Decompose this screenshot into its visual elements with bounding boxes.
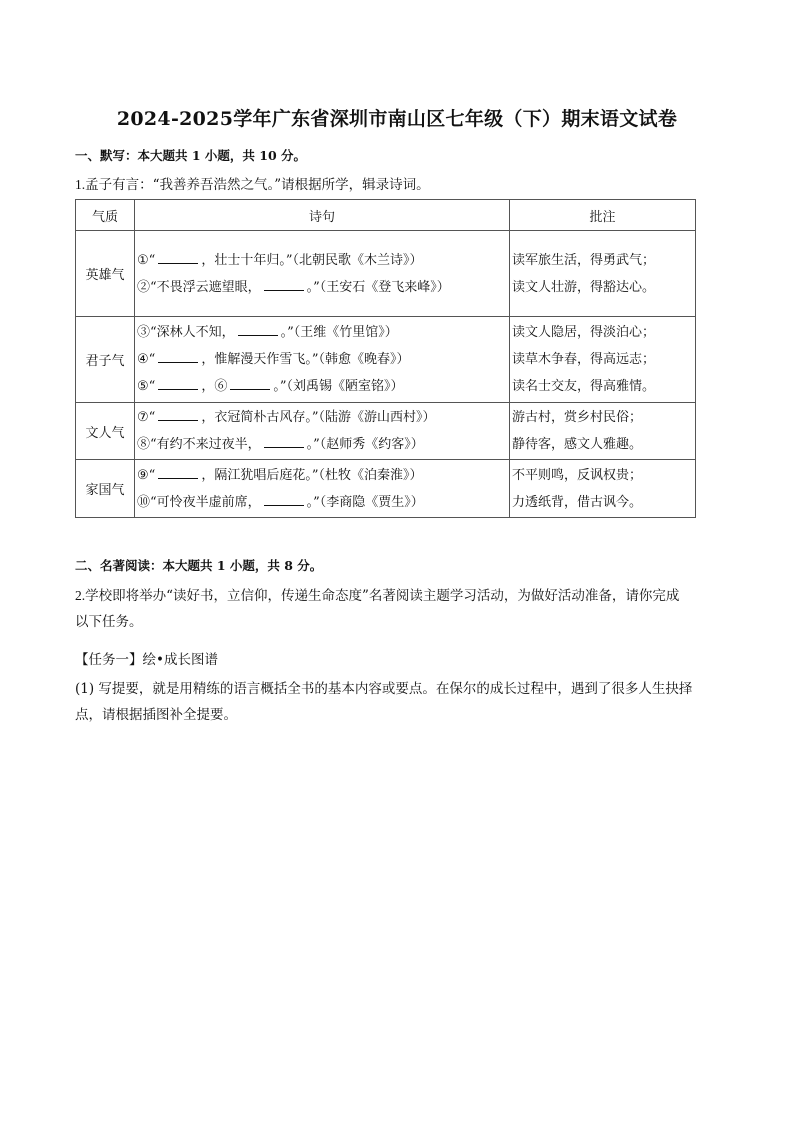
poem-line: ⑤“ ，⑥ 。”（刘禹锡《陋室铭》）: [137, 379, 404, 394]
notes-cell: [510, 460, 696, 518]
answer-blank[interactable]: [238, 323, 278, 336]
table-row: [76, 460, 696, 518]
page-title: 2024-2025学年广东省深圳市南山区七年级（下）期末语文试卷: [116, 108, 678, 130]
sub-question-line: 点，请根据插图补全提要。: [75, 707, 237, 723]
task-heading: 【任务一】绘•成长图谱: [75, 652, 218, 668]
answer-blank[interactable]: [158, 377, 198, 390]
category-cell: 家国气: [76, 460, 135, 518]
section-heading-2: 二、名著阅读：本大题共 1 小题，共 8 分。: [75, 558, 323, 573]
question-text-line: 以下任务。: [75, 614, 143, 630]
category-cell: 君子气: [76, 317, 135, 403]
poem-line: ③“深林人不知， 。”（王维《竹里馆》）: [137, 325, 398, 340]
note-line: 力透纸背，借古讽今。: [512, 494, 643, 510]
question-text: 孟子有言：“我善养吾浩然之气。”请根据所学，辑录诗词。: [85, 177, 430, 193]
header-cell: 气质: [76, 200, 135, 231]
poem-line: ①“ ，壮士十年归。”（北朝民歌《木兰诗》）: [137, 252, 423, 268]
note-line: 读军旅生活，得勇武气；: [512, 252, 656, 268]
category-cell: 文人气: [76, 403, 135, 460]
category-cell: 英雄气: [76, 231, 135, 317]
note-line: 游古村，赏乡村民俗；: [512, 410, 643, 425]
header-cell: 批注: [510, 200, 696, 231]
answer-blank[interactable]: [264, 278, 304, 291]
table-row: [76, 403, 696, 460]
sub-question-line: (1) 写提要，就是用精练的语言概括全书的基本内容或要点。在保尔的成长过程中，遇到了很多人生抉择: [75, 681, 693, 697]
poem-lines-cell: [135, 460, 510, 518]
section-heading-1: 一、默写：本大题共 1 小题，共 10 分。: [75, 148, 307, 163]
question-text-line: 2.学校即将举办“读好书，立信仰，传递生命态度”名著阅读主题学习活动，为做好活动准备，请你完成: [75, 588, 680, 604]
question-1: [75, 172, 430, 198]
poem-lines-cell: [135, 317, 510, 403]
notes-cell: [510, 403, 696, 460]
answer-blank[interactable]: [158, 408, 198, 421]
note-line: 静待客，感文人雅趣。: [512, 437, 643, 452]
table-row: [76, 231, 696, 317]
poem-line: ⑦“ ，衣冠简朴古风存。”（陆游《游山西村》）: [137, 410, 436, 425]
poem-line: ⑧“有约不来过夜半， 。”（赵师秀《约客》）: [137, 437, 424, 452]
note-line: 读文人隐居，得淡泊心；: [512, 325, 656, 340]
poem-lines-cell: [135, 403, 510, 460]
question-number: 2.: [75, 588, 86, 603]
answer-blank[interactable]: [158, 466, 198, 479]
question-number: 1.: [75, 177, 86, 192]
poem-line: ②“不畏浮云遮望眼， 。”（王安石《登飞来峰》）: [137, 279, 450, 295]
poem-line: ⑨“ ，隔江犹唱后庭花。”（杜牧《泊秦淮》）: [137, 467, 423, 483]
notes-cell: [510, 317, 696, 403]
table-header-row: [76, 200, 696, 231]
poem-lines-cell: [135, 231, 510, 317]
answer-blank[interactable]: [158, 350, 198, 363]
table-row: [76, 317, 696, 403]
poem-table: [75, 199, 696, 518]
header-cell: 诗句: [135, 200, 510, 231]
question-2: [75, 583, 679, 635]
note-line: 读草木争春，得高远志；: [512, 352, 656, 367]
poem-line: ④“ ，惟解漫天作雪飞。”（韩愈《晚春》）: [137, 352, 410, 367]
answer-blank[interactable]: [264, 435, 304, 448]
answer-blank[interactable]: [230, 377, 270, 390]
answer-blank[interactable]: [264, 493, 304, 506]
sub-question-1: [75, 676, 692, 728]
note-line: 不平则鸣，反讽权贵；: [512, 467, 643, 483]
note-line: 读文人壮游，得豁达心。: [512, 279, 656, 295]
note-line: 读名士交友，得高雅情。: [512, 379, 656, 394]
poem-line: ⑩“可怜夜半虚前席， 。”（李商隐《贾生》）: [137, 494, 424, 510]
answer-blank[interactable]: [158, 251, 198, 264]
notes-cell: [510, 231, 696, 317]
